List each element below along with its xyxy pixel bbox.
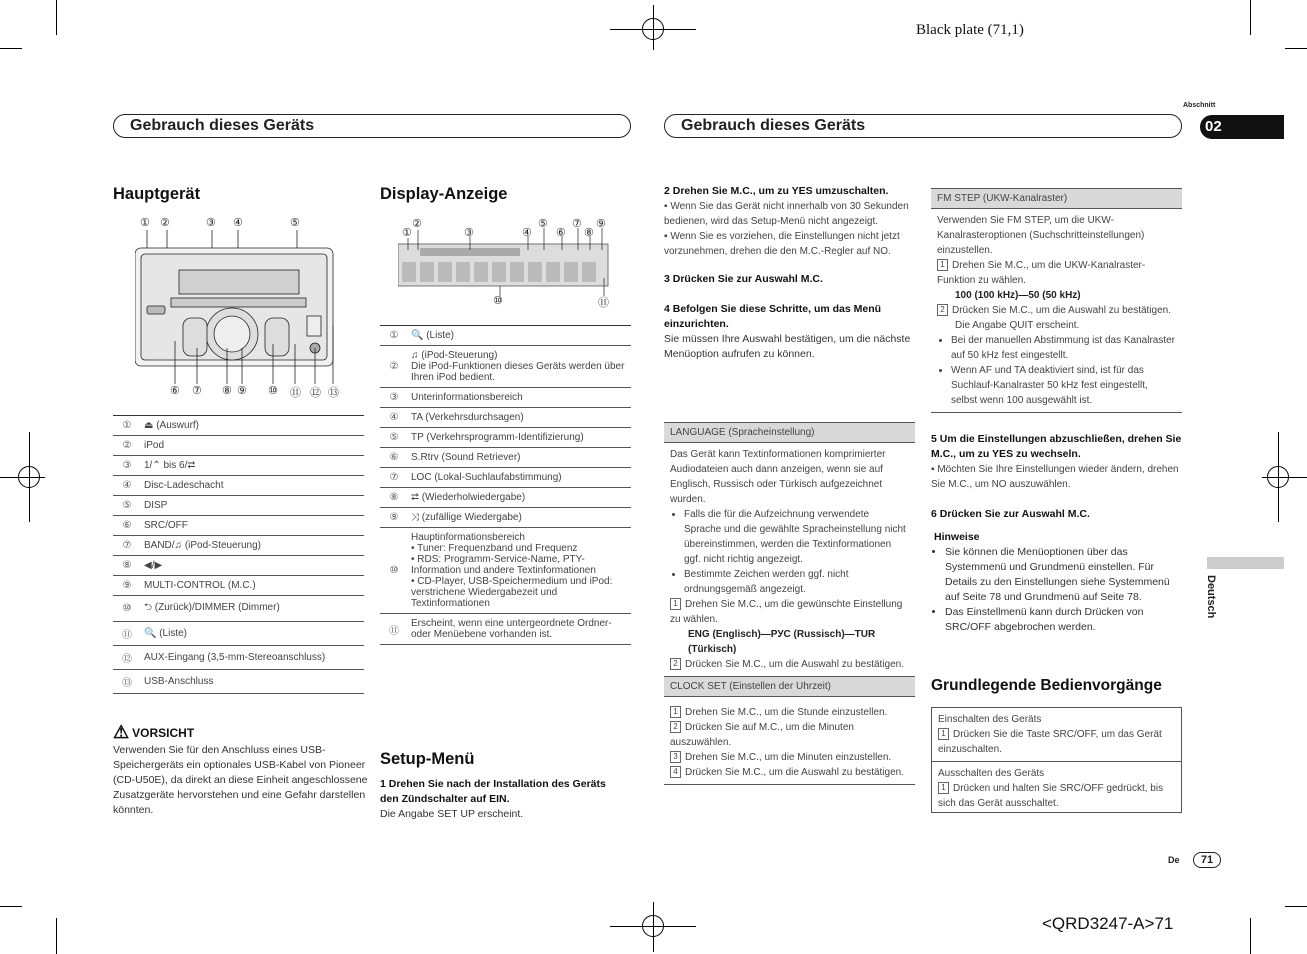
warning-icon: ⚠ (113, 722, 130, 742)
display-callout-2: ② (412, 218, 422, 230)
clock-step-1: 1 Drehen Sie M.C., um die Stunde einzustellen. (670, 705, 909, 720)
display-callout-9: ⑨ (596, 218, 606, 230)
callout-4: ④ (233, 217, 243, 229)
hauptgeraet-row-number: ⑥ (113, 516, 141, 536)
step2-bullet-1: ▪ Wenn Sie das Gerät nicht innerhalb von 30 Sekunden bedienen, wird das Setup-Menü nicht angezeigt. (664, 201, 909, 227)
display-row-text: ♫ (iPod-Steuerung) Die iPod-Funktionen dieses Geräts werden über Ihren iPod bedient. (408, 346, 631, 388)
fm-step-1: 1 Drehen Sie M.C., um die UKW-Kanalraster-Funktion zu wählen. (937, 260, 1146, 286)
step4-head: 4 Befolgen Sie diese Schritte, um das Menü einzurichten. (664, 303, 882, 330)
hauptgeraet-row-text: DISP (141, 496, 364, 516)
aus-title: Ausschalten des Geräts (938, 768, 1045, 779)
hauptgeraet-row (113, 556, 364, 576)
display-row (380, 468, 631, 488)
aus-step-1: 1 Drücken und halten Sie SRC/OFF gedrückt, bis sich das Gerät ausschaltet. (938, 783, 1164, 809)
crop-mark (56, 0, 57, 35)
hauptgeraet-row-text: USB-Anschluss (141, 670, 364, 694)
display-illustration (398, 216, 613, 308)
callout-12: ⑫ (310, 387, 321, 399)
display-row-text: TA (Verkehrsdurchsagen) (408, 408, 631, 428)
footer-lang: De (1168, 855, 1180, 865)
callout-2: ② (160, 217, 170, 229)
display-callout-10: ⑩ (493, 295, 503, 307)
hauptgeraet-row-number: ⑪ (113, 622, 141, 646)
registration-line (653, 902, 654, 952)
callout-3: ③ (206, 217, 216, 229)
hauptgeraet-row (113, 436, 364, 456)
setup-step1-text: Die Angabe SET UP erscheint. (380, 808, 524, 820)
hauptgeraet-row-text: ⮌ (Zurück)/DIMMER (Dimmer) (141, 596, 364, 622)
clock-step-3: 3 Drehen Sie M.C., um die Minuten einzustellen. (670, 750, 909, 765)
display-row (380, 488, 631, 508)
display-row-number: ⑩ (380, 528, 408, 614)
fm-bullet-1: • Bei der manuellen Abstimmung ist das Kanalraster auf 50 kHz fest eingestellt. (951, 333, 1176, 363)
hauptgeraet-row-number: ⑫ (113, 646, 141, 670)
display-row (380, 508, 631, 528)
hauptgeraet-row (113, 576, 364, 596)
display-row-text: ⤨ (zufällige Wiedergabe) (408, 508, 631, 528)
display-row-number: ② (380, 346, 408, 388)
hinweise-bullet-1: • Sie können die Menüoptionen über das Systemmenü und Grundmenü einstellen. Für Details zu den Einstellungen siehe Systemmenü auf Seite 78 und Grundmenü auf Seite 78. (945, 545, 1183, 605)
display-callout-5: ⑤ (538, 218, 548, 230)
crop-mark (56, 918, 57, 954)
registration-line (29, 432, 30, 522)
display-row-number: ⑨ (380, 508, 408, 528)
display-row-number: ⑦ (380, 468, 408, 488)
fm-text: Verwenden Sie FM STEP, um die UKW-Kanalrasteroptionen (Suchschritteinstellungen) einzustellen. (937, 215, 1145, 256)
clock-step-4: 4 Drücken Sie M.C., um die Auswahl zu bestätigen. (670, 765, 909, 780)
hauptgeraet-row-number: ② (113, 436, 141, 456)
setup-step1-head: 1 Drehen Sie nach der Installation des Geräts den Zündschalter auf EIN. (380, 778, 606, 805)
fm-step-2: 2 Drücken Sie M.C., um die Auswahl zu bestätigen. (937, 303, 1176, 318)
crop-mark (1250, 918, 1251, 954)
hauptgeraet-row-number: ⑬ (113, 670, 141, 694)
callout-1: ① (140, 217, 150, 229)
display-row-text: 🔍 (Liste) (408, 326, 631, 346)
callout-10: ⑩ (268, 385, 278, 397)
vorsicht-block (113, 722, 368, 818)
crop-mark (1285, 48, 1307, 49)
language-step-2: 2 Drücken Sie M.C., um die Auswahl zu bestätigen. (670, 657, 909, 672)
display-callout-4: ④ (522, 227, 532, 239)
display-row-text: Hauptinformationsbereich • Tuner: Frequenzband und Frequenz • RDS: Programm-Service-Name, PTY-Information und andere Textinformationen • CD-Player, USB-Speichermedium und iPod: verstrichene Wiedergabezeit und Textinformationen (408, 528, 631, 614)
display-callout-7: ⑦ (572, 218, 582, 230)
callout-13: ⑬ (328, 387, 339, 399)
hauptgeraet-row-number: ① (113, 416, 141, 436)
registration-line (1278, 432, 1279, 522)
registration-line (653, 5, 654, 50)
hauptgeraet-title: Hauptgerät (113, 185, 201, 203)
display-row-number: ⑥ (380, 448, 408, 468)
plate-label: Black plate (71,1) (916, 22, 1024, 38)
header-left: Gebrauch dieses Geräts (113, 114, 631, 138)
language-box (664, 422, 915, 785)
fm-step-2-note: Die Angabe QUIT erscheint. (955, 320, 1080, 331)
clock-head: CLOCK SET (Einstellen der Uhrzeit) (664, 676, 915, 697)
step4-text: Sie müssen Ihre Auswahl bestätigen, um die nächste Menüoption aufrufen zu können. (664, 333, 911, 360)
display-row-text: TP (Verkehrsprogramm-Identifizierung) (408, 428, 631, 448)
setup-step1 (380, 777, 625, 822)
display-callout-8: ⑧ (584, 227, 594, 239)
registration-line (1262, 477, 1307, 478)
display-callout-1: ① (402, 227, 412, 239)
setup-title: Setup-Menü (380, 750, 475, 768)
footer-code: <QRD3247-A>71 (1042, 914, 1174, 933)
hauptgeraet-row-text: Disc-Ladeschacht (141, 476, 364, 496)
hauptgeraet-row-text: BAND/♫ (iPod-Steuerung) (141, 536, 364, 556)
display-row-text: Erscheint, wenn eine untergeordnete Ordner- oder Menüebene vorhanden ist. (408, 614, 631, 645)
hauptgeraet-row-number: ③ (113, 456, 141, 476)
callout-6: ⑥ (170, 385, 180, 397)
display-row-number: ⑤ (380, 428, 408, 448)
language-step-1-options: ENG (Englisch)—РУС (Russisch)—TUR (Türkisch) (688, 629, 876, 655)
vorsicht-title: VORSICHT (132, 725, 195, 740)
callout-11: ⑪ (290, 387, 301, 399)
step3-head: 3 Drücken Sie zur Auswahl M.C. (664, 273, 823, 285)
hauptgeraet-row-text: MULTI-CONTROL (M.C.) (141, 576, 364, 596)
language-step-1: 1 Drehen Sie M.C., um die gewünschte Einstellung zu wählen. (670, 599, 903, 625)
header-right: Gebrauch dieses Geräts (664, 114, 1182, 138)
hauptgeraet-table (113, 415, 364, 694)
display-row (380, 346, 631, 388)
head-unit-illustration (135, 216, 350, 398)
hauptgeraet-row-text: SRC/OFF (141, 516, 364, 536)
fm-step-box (931, 188, 1182, 413)
display-row-number: ⑪ (380, 614, 408, 645)
display-title: Display-Anzeige (380, 185, 508, 203)
hauptgeraet-row-text: AUX-Eingang (3,5-mm-Stereoanschluss) (141, 646, 364, 670)
crop-mark (0, 48, 22, 49)
fm-head: FM STEP (UKW-Kanalraster) (931, 189, 1182, 209)
hauptgeraet-row (113, 670, 364, 694)
hauptgeraet-row (113, 622, 364, 646)
display-row (380, 428, 631, 448)
crop-mark (1285, 906, 1307, 907)
callout-9: ⑨ (237, 385, 247, 397)
display-row (380, 408, 631, 428)
display-row (380, 326, 631, 346)
language-tab (1207, 557, 1284, 569)
hauptgeraet-row-text: 1/⌃ bis 6/⮂ (141, 456, 364, 476)
display-row-number: ③ (380, 388, 408, 408)
display-row-text: Unterinformationsbereich (408, 388, 631, 408)
display-callout-6: ⑥ (556, 227, 566, 239)
footer-page-number: 71 (1193, 852, 1221, 868)
display-row-number: ⑧ (380, 488, 408, 508)
step5-bullet: ▪ Möchten Sie Ihre Einstellungen wieder ändern, drehen Sie M.C., um NO auszuwählen. (931, 464, 1179, 490)
hinweise-bullet-2: • Das Einstellmenü kann durch Drücken von SRC/OFF abgebrochen werden. (945, 605, 1183, 635)
hauptgeraet-row-text: ◀/▶ (141, 556, 364, 576)
display-row-text: LOC (Lokal-Suchlaufabstimmung) (408, 468, 631, 488)
section-number: 02 (1200, 115, 1284, 139)
language-bullet-2: • Bestimmte Zeichen werden ggf. nicht ordnungsgemäß angezeigt. (684, 567, 909, 597)
hauptgeraet-row-text: iPod (141, 436, 364, 456)
hauptgeraet-row (113, 456, 364, 476)
display-row-number: ④ (380, 408, 408, 428)
fm-step-1-options: 100 (100 kHz)—50 (50 kHz) (955, 290, 1081, 301)
hauptgeraet-row-text: 🔍 (Liste) (141, 622, 364, 646)
hinweise-title: Hinweise (934, 531, 980, 543)
display-row (380, 528, 631, 614)
display-row (380, 388, 631, 408)
display-row-number: ① (380, 326, 408, 346)
display-row (380, 614, 631, 645)
hauptgeraet-row (113, 476, 364, 496)
step6-head: 6 Drücken Sie zur Auswahl M.C. (931, 508, 1090, 520)
language-text: Das Gerät kann Textinformationen komprimierter Audiodateien auch dann anzeigen, wenn sie auf Englisch, Russisch oder Türkisch aufgezeichnet wurden. (670, 449, 886, 505)
hauptgeraet-row (113, 516, 364, 536)
display-callout-11: ⑪ (598, 297, 609, 309)
display-table (380, 325, 631, 645)
hauptgeraet-row-number: ⑩ (113, 596, 141, 622)
language-bullet-1: • Falls die für die Aufzeichnung verwendete Sprache und die gewählte Spracheinstellung nicht übereinstimmen, werden die Textinformationen ggf. nicht richtig angezeigt. (684, 507, 909, 567)
hauptgeraet-row-number: ④ (113, 476, 141, 496)
hauptgeraet-row-number: ⑤ (113, 496, 141, 516)
registration-line (0, 477, 45, 478)
clock-step-2: 2 Drücken Sie auf M.C., um die Minuten auszuwählen. (670, 722, 854, 748)
display-row (380, 448, 631, 468)
hauptgeraet-row (113, 646, 364, 670)
vorsicht-text: Verwenden Sie für den Anschluss eines USB-Speichergeräts ein optionales USB-Kabel von Pioneer (CD-U50E), da direkt an diese Einheit angeschlossene Zusatzgeräte hervorstehen und eine Gefahr darstellen könnten. (113, 744, 368, 816)
hauptgeraet-row (113, 536, 364, 556)
display-row-text: S.Rtrv (Sound Retriever) (408, 448, 631, 468)
callout-8: ⑧ (222, 385, 232, 397)
fm-bullet-2: • Wenn AF und TA deaktiviert sind, ist für das Suchlauf-Kanalraster 50 kHz fest eingestellt, selbst wenn 100 ausgewählt ist. (951, 363, 1176, 408)
hauptgeraet-row-number: ⑦ (113, 536, 141, 556)
language-label: Deutsch (1205, 575, 1217, 619)
hauptgeraet-row (113, 596, 364, 622)
callout-5: ⑤ (290, 217, 300, 229)
callout-7: ⑦ (192, 385, 202, 397)
section-label: Abschnitt (1183, 102, 1216, 109)
col3-steps (664, 184, 914, 362)
hauptgeraet-row-number: ⑨ (113, 576, 141, 596)
step2-head: 2 Drehen Sie M.C., um zu YES umzuschalten. (664, 185, 889, 197)
display-callout-3: ③ (464, 227, 474, 239)
grund-box (931, 707, 1182, 813)
hauptgeraet-row-number: ⑧ (113, 556, 141, 576)
language-head: LANGUAGE (Spracheinstellung) (664, 423, 915, 443)
grund-title: Grundlegende Bedienvorgänge (931, 677, 1162, 694)
hauptgeraet-row (113, 496, 364, 516)
crop-mark (1250, 0, 1251, 35)
ein-title: Einschalten des Geräts (938, 714, 1042, 725)
step2-bullet-2: ▪ Wenn Sie es vorziehen, die Einstellungen nicht jetzt vorzunehmen, drehen die den M.C.-Regler auf NO. (664, 231, 900, 257)
step5-head: 5 Um die Einstellungen abzuschließen, drehen Sie M.C., um zu YES zu wechseln. (931, 433, 1182, 460)
head-unit-drawing (135, 216, 350, 398)
col4-steps (931, 432, 1183, 635)
hauptgeraet-row (113, 416, 364, 436)
display-row-text: ⮂ (Wiederholwiedergabe) (408, 488, 631, 508)
crop-mark (0, 906, 22, 907)
ein-step-1: 1 Drücken Sie die Taste SRC/OFF, um das Gerät einzuschalten. (938, 729, 1162, 755)
hauptgeraet-row-text: ⏏ (Auswurf) (141, 416, 364, 436)
